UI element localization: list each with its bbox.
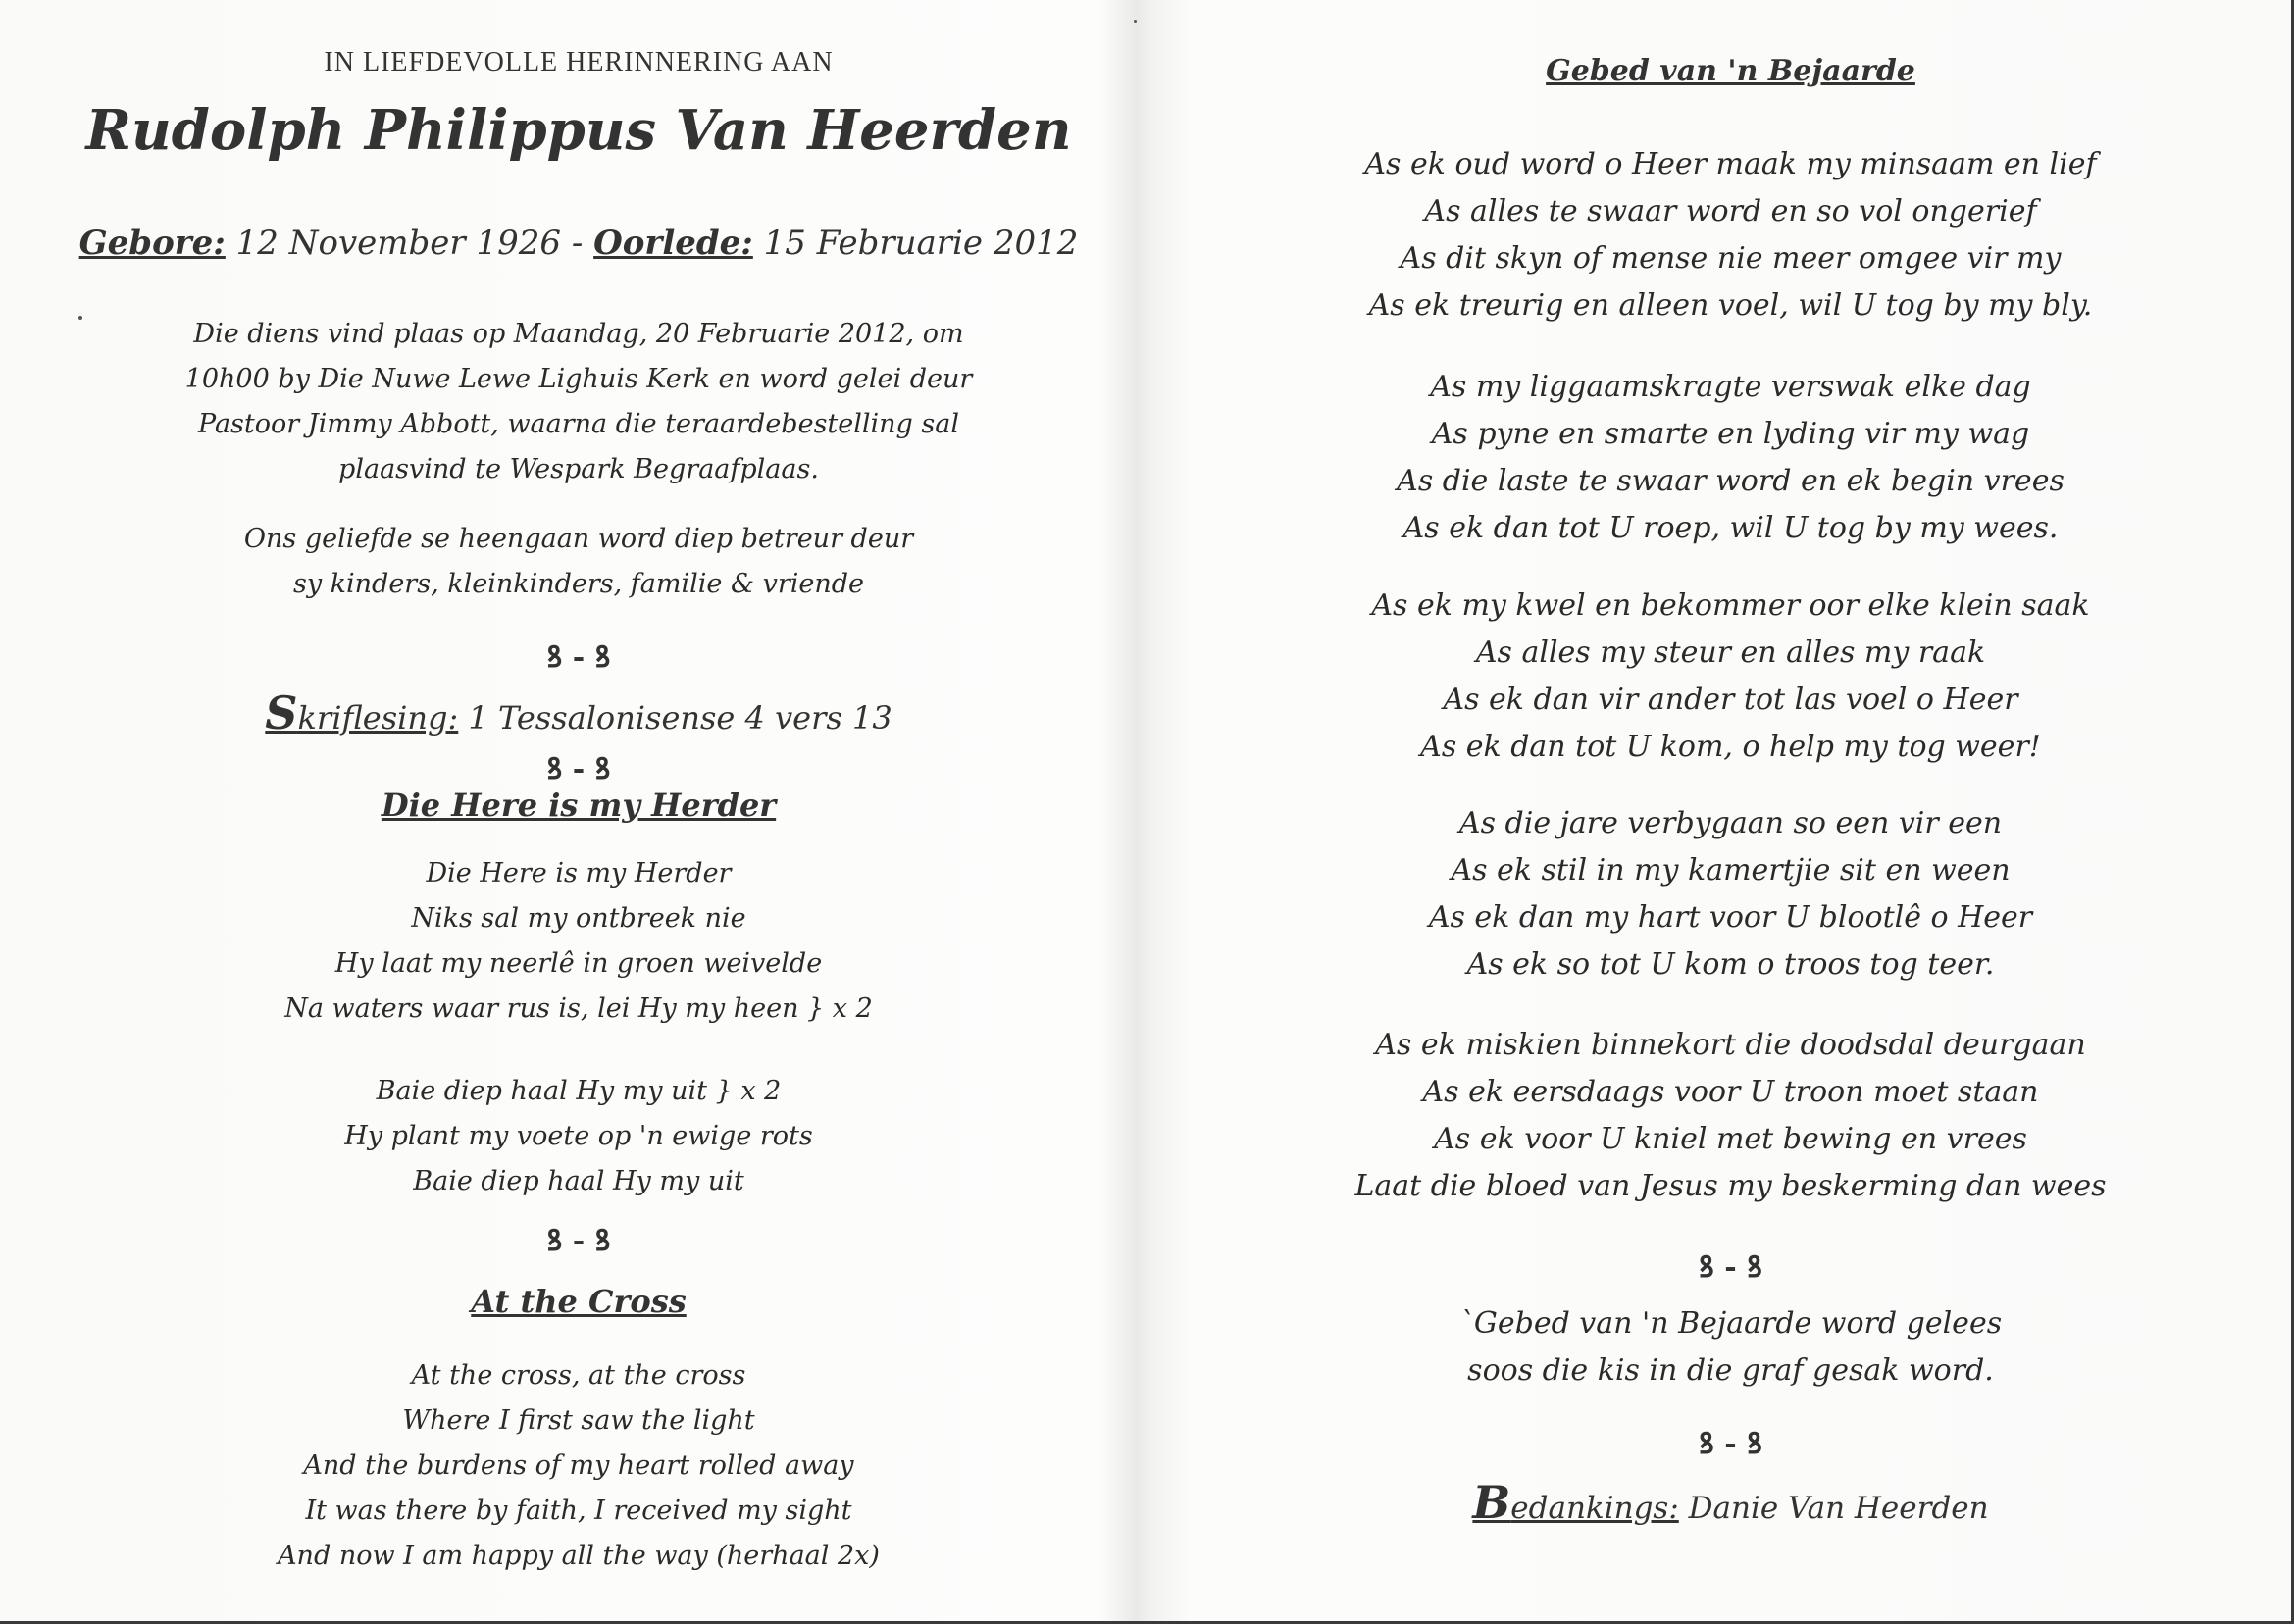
ornament-divider: ꝸ - ꝸ bbox=[1699, 1250, 1762, 1285]
hymn-line: Na waters waar rus is, lei Hy my heen } x 2 bbox=[284, 993, 873, 1024]
prayer-line: Laat die bloed van Jesus my beskerming dan wees bbox=[1354, 1169, 2107, 1203]
service-line: 10h00 by Die Nuwe Lewe Lighuis Kerk en word gelei deur bbox=[184, 364, 973, 394]
scripture-label-rest: kriflesing: bbox=[297, 699, 459, 736]
ornament-divider: ꝸ - ꝸ bbox=[1699, 1427, 1762, 1461]
hymn-line: Hy plant my voete op 'n ewige rots bbox=[344, 1121, 813, 1151]
prayer-line: As alles my steur en alles my raak bbox=[1475, 635, 1986, 670]
burial-note bbox=[1147, 1300, 2294, 1395]
prayer-line: As dit skyn of mense nie meer omgee vir my bbox=[1400, 241, 2062, 276]
prayer-stanza bbox=[1147, 583, 2294, 771]
prayer-line: As ek voor U kniel met bewing en vrees bbox=[1434, 1122, 2027, 1156]
right-page bbox=[1147, 0, 2294, 1624]
service-line: Die diens vind plaas op Maandag, 20 Februarie 2012, om bbox=[193, 319, 964, 349]
thanks-label-rest: edankings: bbox=[1510, 1491, 1679, 1526]
born-label: Gebore: bbox=[78, 224, 226, 263]
date-separator: - bbox=[571, 224, 584, 263]
prayer-line: As ek miskien binnekort die doodsdal deurgaan bbox=[1375, 1028, 2086, 1062]
service-details bbox=[0, 312, 1147, 492]
hymn-line: And now I am happy all the way (herhaal 2x) bbox=[278, 1541, 880, 1571]
hymn-line: And the burdens of my heart rolled away bbox=[303, 1450, 854, 1481]
born-date: 12 November 1926 bbox=[235, 224, 561, 263]
hymn-line: Where I first saw the light bbox=[402, 1405, 755, 1436]
service-line: plaasvind te Wespark Begraafplaas. bbox=[338, 454, 819, 484]
mourning-notice bbox=[0, 517, 1147, 607]
prayer-line: As ek dan tot U kom, o help my tog weer! bbox=[1420, 730, 2041, 764]
thanks-label bbox=[1472, 1476, 1679, 1529]
acknowledgements bbox=[1147, 1476, 2294, 1529]
deceased-name: Rudolph Philippus Van Heerden bbox=[85, 98, 1072, 163]
prayer-line: As die laste te swaar word en ek begin vrees bbox=[1397, 464, 2065, 498]
prayer-line: As ek treurig en alleen voel, wil U tog by my bly. bbox=[1368, 288, 2093, 323]
mourning-line: sy kinders, kleinkinders, familie & vriende bbox=[292, 569, 865, 599]
died-label: Oorlede: bbox=[593, 224, 753, 263]
note-line: `Gebed van 'n Bejaarde word gelees bbox=[1458, 1306, 2003, 1341]
hymn-line: Baie diep haal Hy my uit } x 2 bbox=[376, 1076, 782, 1106]
prayer-line: As ek dan my hart voor U blootlê o Heer bbox=[1428, 900, 2033, 935]
thanks-name: Danie Van Heerden bbox=[1688, 1491, 1989, 1526]
hymn-line: Baie diep haal Hy my uit bbox=[413, 1166, 744, 1196]
died-date: 15 Februarie 2012 bbox=[763, 224, 1079, 263]
prayer-line: As ek dan vir ander tot las voel o Heer bbox=[1443, 683, 2018, 717]
prayer-line: As pyne en smarte en lyding vir my wag bbox=[1431, 417, 2030, 451]
life-dates bbox=[0, 224, 1147, 263]
scripture-reading bbox=[0, 686, 1147, 739]
prayer-stanza bbox=[1147, 364, 2294, 552]
service-line: Pastoor Jimmy Abbott, waarna die teraardebestelling sal bbox=[198, 409, 959, 439]
scripture-initial: S bbox=[265, 686, 298, 739]
hymn-line: It was there by faith, I received my sight bbox=[305, 1496, 852, 1526]
ornament-divider: ꝸ - ꝸ bbox=[546, 1224, 611, 1258]
hymn-line: Hy laat my neerlê in groen weivelde bbox=[334, 948, 823, 979]
prayer-line: As ek oud word o Heer maak my minsaam en lief bbox=[1364, 147, 2097, 181]
prayer-stanza bbox=[1147, 141, 2294, 330]
mourning-line: Ons geliefde se heengaan word diep betreur deur bbox=[243, 524, 914, 554]
hymn-verse bbox=[0, 1069, 1147, 1204]
hymn-line: At the cross, at the cross bbox=[411, 1360, 746, 1391]
prayer-line: As ek stil in my kamertjie sit en ween bbox=[1451, 853, 2011, 888]
prayer-line: As ek my kwel en bekommer oor elke klein saak bbox=[1371, 588, 2090, 623]
scan-speck bbox=[1134, 20, 1137, 23]
ornament-divider: ꝸ - ꝸ bbox=[546, 640, 611, 675]
hymn-verse bbox=[0, 851, 1147, 1032]
scripture-label bbox=[265, 686, 459, 739]
prayer-line: As my liggaamskragte verswak elke dag bbox=[1430, 370, 2031, 404]
prayer-line: As ek eersdaags voor U troon moet staan bbox=[1422, 1075, 2039, 1109]
hymn-title: Die Here is my Herder bbox=[381, 787, 777, 824]
hymn-line: Niks sal my ontbreek nie bbox=[411, 903, 746, 934]
prayer-line: As alles te swaar word en so vol ongerief bbox=[1424, 194, 2037, 228]
ornament-divider: ꝸ - ꝸ bbox=[546, 752, 611, 787]
hymn-verse bbox=[0, 1353, 1147, 1579]
hymn-line: Die Here is my Herder bbox=[426, 858, 732, 888]
thanks-initial: B bbox=[1472, 1476, 1511, 1529]
memorial-kicker: IN LIEFDEVOLLE HERINNERING AAN bbox=[324, 47, 834, 77]
prayer-line: As die jare verbygaan so een vir een bbox=[1458, 806, 2003, 840]
prayer-stanza bbox=[1147, 800, 2294, 989]
prayer-stanza bbox=[1147, 1022, 2294, 1210]
scan-speck bbox=[78, 316, 82, 320]
scripture-reference: 1 Tessalonisense 4 vers 13 bbox=[468, 699, 892, 736]
note-line: soos die kis in die graf gesak word. bbox=[1467, 1353, 1994, 1388]
prayer-line: As ek so tot U kom o troos tog teer. bbox=[1466, 947, 1995, 982]
hymn-title: At the Cross bbox=[471, 1283, 687, 1320]
prayer-title: Gebed van 'n Bejaarde bbox=[1546, 54, 1915, 88]
prayer-line: As ek dan tot U roep, wil U tog by my wees. bbox=[1402, 511, 2059, 545]
